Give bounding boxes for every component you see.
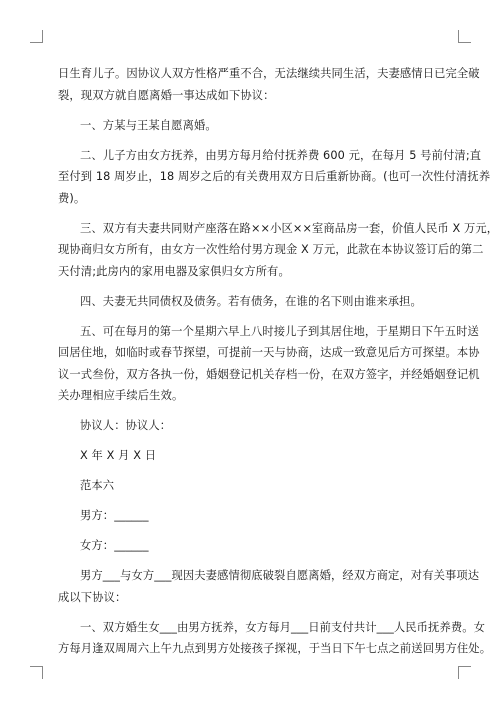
signature-line [58, 415, 446, 437]
text-line: 至付到 18 周岁止，18 周岁之后的有关费用双方日后重新协商。(也可一次性付清抚养 [58, 170, 491, 183]
text-line: X 年 X 月 X 日 [80, 449, 157, 462]
text-line: 五、可在每月的第一个星期六早上八时接儿子到其居住地，于星期日下午五时送 [80, 324, 479, 338]
text-line: 费)。 [58, 191, 86, 205]
text-line: 关办理相应手续后生效。 [58, 389, 184, 402]
crop-mark-bottom-right [458, 666, 471, 679]
clause-1 [58, 115, 446, 137]
clause-3 [58, 218, 499, 283]
text-line: 天付清;此房内的家用电器及家俱归女方所有。 [58, 264, 290, 278]
female-party-line [58, 535, 446, 557]
text-line: 成以下协议： [58, 590, 127, 604]
text-line: 一、方某与王某自愿离婚。 [80, 118, 217, 132]
text-line: 二、儿子方由女方抚养，由男方每月给付抚养费 600 元，在每月 5 号前付清;直 [80, 148, 482, 162]
agreement-preamble [58, 565, 480, 608]
paragraph-intro [58, 63, 480, 106]
text-line: 议一式叁份，双方各执一份，婚姻登记机关存档一份，在双方签字，并经婚姻登记机 [58, 367, 480, 381]
text-line: 日生育儿子。因协议人双方性格严重不合，无法继续共同生活，夫妻感情日已完全破 [58, 67, 480, 80]
text-line: 男方___与女方___现因夫妻感情彻底破裂自愿离婚，经双方商定，对有关事项达 [80, 569, 480, 582]
crop-mark-top-left [30, 30, 43, 43]
crop-mark-top-right [458, 30, 471, 43]
date-line [58, 445, 446, 467]
text-line: 女方：______ [80, 539, 149, 552]
text-line: 男方：______ [80, 509, 149, 522]
text-line: 范本六 [80, 479, 115, 492]
template-heading [58, 475, 446, 497]
text-line: 方每月逢双周周六上午九点到男方处接孩子探视，于当日下午七点之前送回男方住处。 [58, 642, 492, 655]
text-line: 三、双方有夫妻共同财产座落在路××小区××室商品房一套，价值人民币 X 万元， [80, 221, 499, 235]
clause-2 [58, 145, 491, 210]
text-line: 裂，现双方就自愿离婚一事达成如下协议： [58, 88, 275, 102]
male-party-line [58, 505, 446, 527]
text-line: 现协商归女方所有，由女方一次性给付男方现金 X 万元，此款在本协议签订后的第二 [58, 243, 484, 256]
document-body [58, 63, 499, 668]
clause-5 [58, 321, 480, 407]
text-line: 四、夫妻无共同债权及债务。若有债务，在谁的名下则由谁来承担。 [80, 294, 422, 308]
clause-4 [58, 291, 446, 313]
text-line: 回居住地，如临时或春节探望，可提前一天与协商，达成一致意见后方可探望。本协 [58, 346, 480, 359]
template-clause-1 [58, 617, 492, 660]
text-line: 协议人：协议人： [80, 419, 172, 432]
crop-mark-bottom-left [30, 666, 43, 679]
text-line: 一、双方婚生女___由男方抚养，女方每月___日前支付共计___人民币抚养费。女 [80, 620, 486, 634]
